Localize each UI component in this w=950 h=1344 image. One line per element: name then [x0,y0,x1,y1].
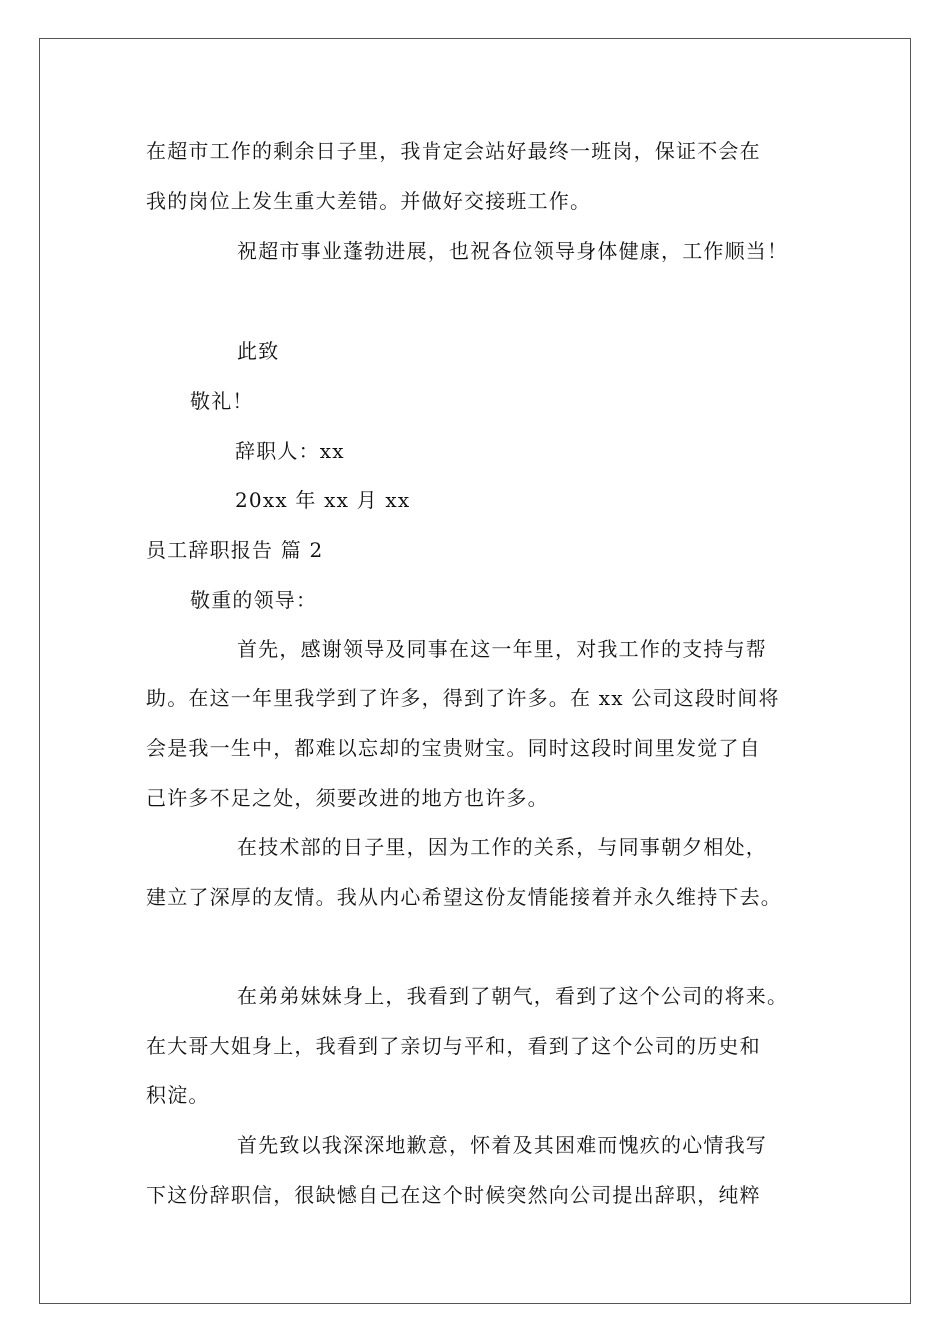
paragraph-line-9: 在弟弟妹妹身上，我看到了朝气，看到了这个公司的将来。 [237,984,789,1008]
paragraph-line-8: 建立了深厚的友情。我从内心希望这份友情能接着并永久维持下去。 [146,885,782,909]
paragraph-line-10: 在大哥大姐身上，我看到了亲切与平和，看到了这个公司的历史和 [146,1034,761,1058]
paragraph-line-2: 我的岗位上发生重大差错。并做好交接班工作。 [146,189,592,213]
closing-wish: 祝超市事业蓬勃进展，也祝各位领导身体健康，工作顺当！ [237,239,789,263]
letter-greeting: 敬重的领导： [190,588,318,612]
paragraph-line-1: 在超市工作的剩余日子里，我肯定会站好最终一班岗，保证不会在 [146,139,761,163]
paragraph-line-13: 下这份辞职信，很缺憾自己在这个时候突然向公司提出辞职，纯粹 [146,1183,761,1207]
signature-date: 20xx 年 xx 月 xx [235,488,411,512]
paragraph-line-12: 首先致以我深深地歉意，怀着及其困难而愧疚的心情我写 [237,1133,767,1157]
paragraph-line-3: 首先，感谢领导及同事在这一年里，对我工作的支持与帮 [237,637,767,661]
paragraph-line-5: 会是我一生中，都难以忘却的宝贵财宝。同时这段时间里发觉了自 [146,736,761,760]
salutation-jingli: 敬礼！ [190,389,254,413]
paragraph-line-11: 积淀。 [146,1083,210,1107]
signature-resigner: 辞职人：xx [235,439,345,463]
paragraph-line-6: 己许多不足之处，须要改进的地方也许多。 [146,786,549,810]
paragraph-line-7: 在技术部的日子里，因为工作的关系，与同事朝夕相处， [237,835,767,859]
salutation-cizhi: 此致 [237,339,280,363]
page-frame [39,38,911,1304]
section-heading: 员工辞职报告 篇 2 [146,538,324,562]
paragraph-line-4: 助。在这一年里我学到了许多，得到了许多。在 xx 公司这段时间将 [146,686,780,710]
